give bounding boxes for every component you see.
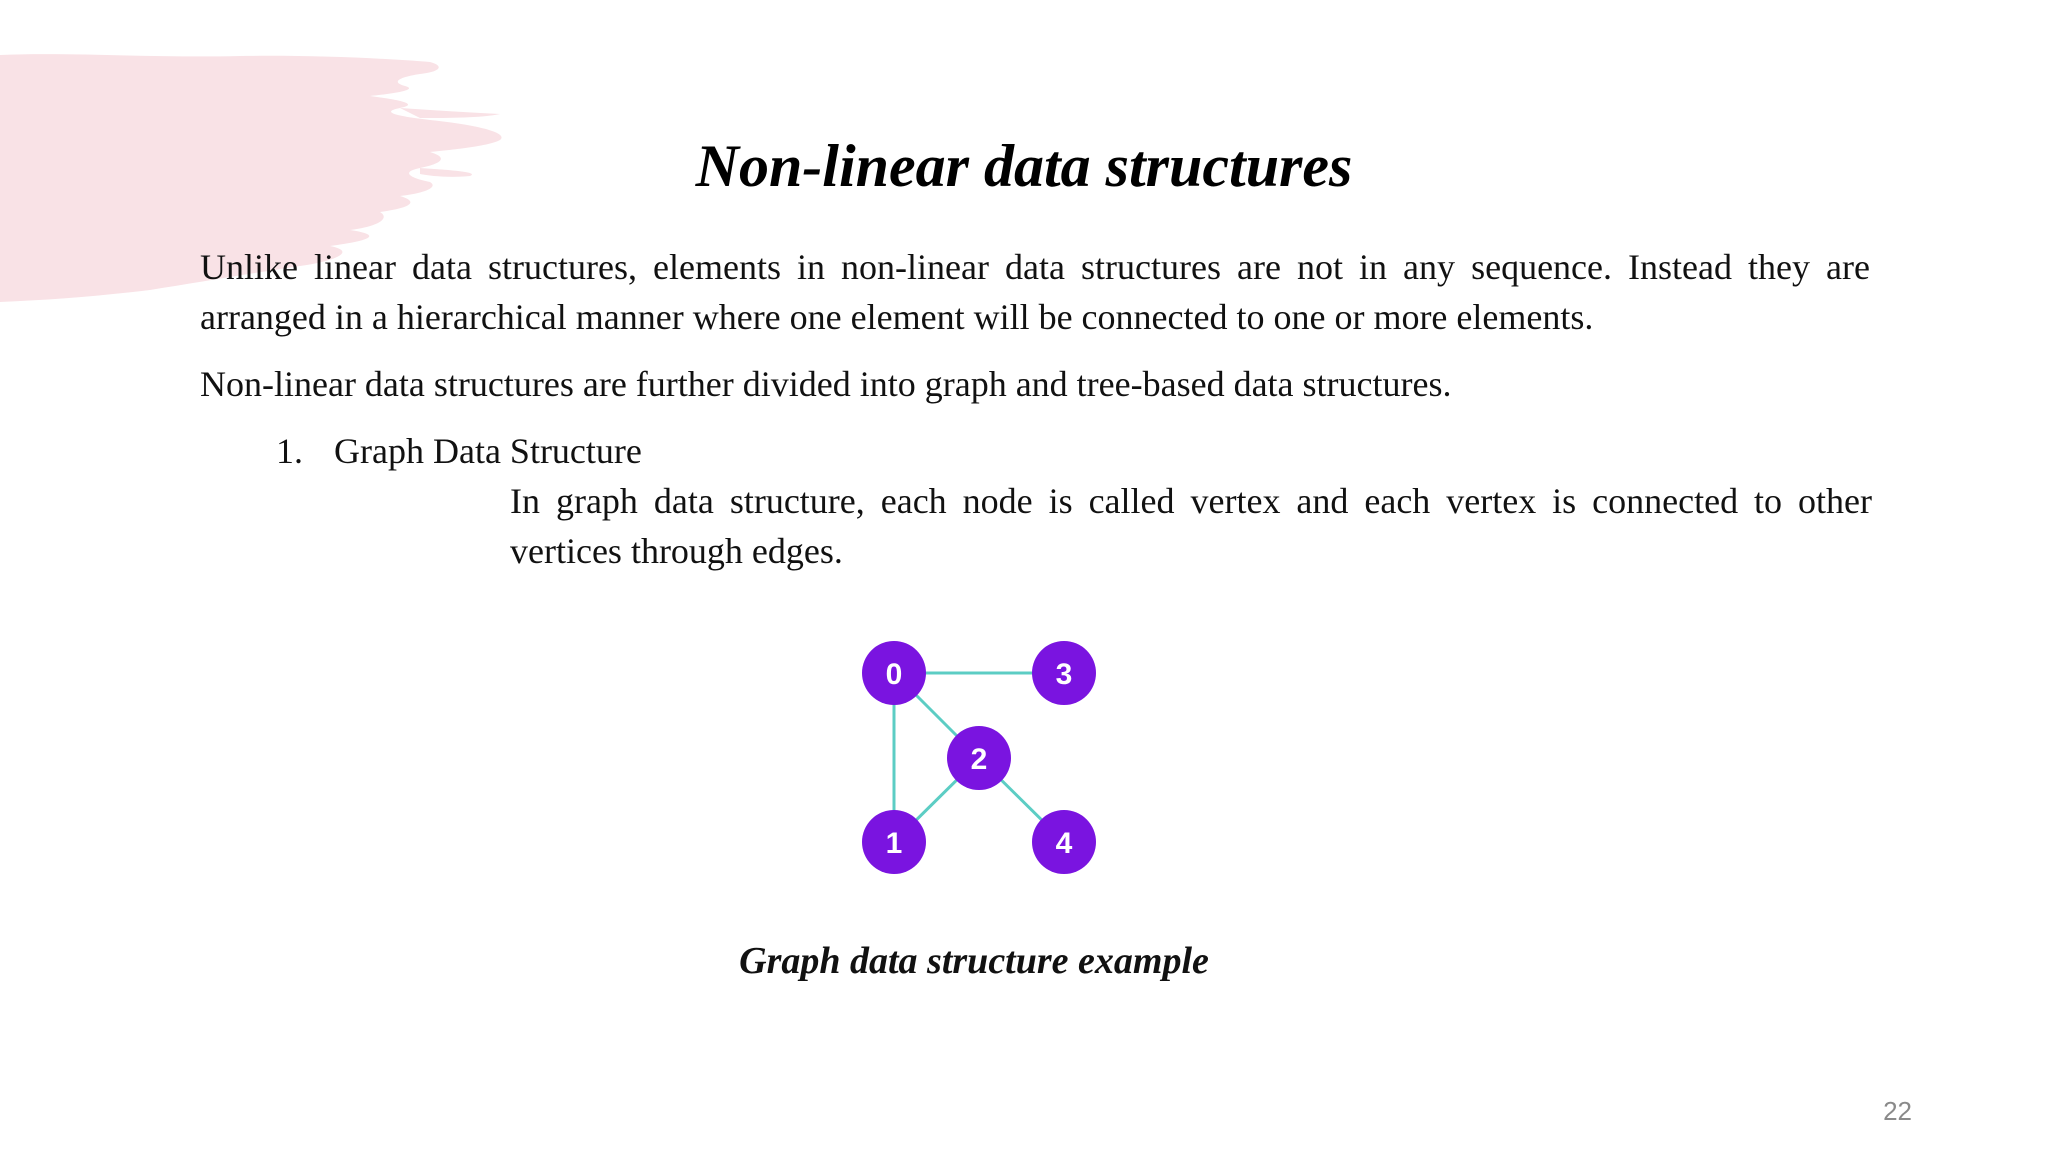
- intro-paragraph: Unlike linear data structures, elements in non-linear data structures are not in any sequence. Instead they are arranged in a hierarchical manner where one element will be connected to one or more elements.: [200, 247, 1870, 337]
- graph-node-3: [1032, 641, 1096, 705]
- list-item-graph: [276, 426, 642, 476]
- slide-title: Non-linear data structures: [695, 133, 1353, 199]
- graph-node-4: [1032, 810, 1096, 874]
- list-number: 1.: [276, 431, 303, 471]
- node-label-0: 0: [885, 658, 903, 691]
- graph-caption: Graph data structure example: [739, 940, 1209, 982]
- graph-node-1: [862, 810, 926, 874]
- graph-node-0: [862, 641, 926, 705]
- graph-node-2: [947, 726, 1011, 790]
- node-label-2: 2: [970, 743, 988, 776]
- page-number: 22: [1883, 1096, 1912, 1126]
- node-label-4: 4: [1055, 827, 1073, 860]
- graph-diagram: [850, 630, 1110, 880]
- node-label-1: 1: [885, 827, 903, 860]
- node-label-3: 3: [1055, 658, 1073, 691]
- list-heading: Graph Data Structure: [334, 431, 642, 471]
- graph-description: In graph data structure, each node is called vertex and each vertex is connected to other vertices through edges.: [510, 481, 1872, 571]
- division-paragraph: Non-linear data structures are further divided into graph and tree-based data structures.: [200, 364, 1452, 404]
